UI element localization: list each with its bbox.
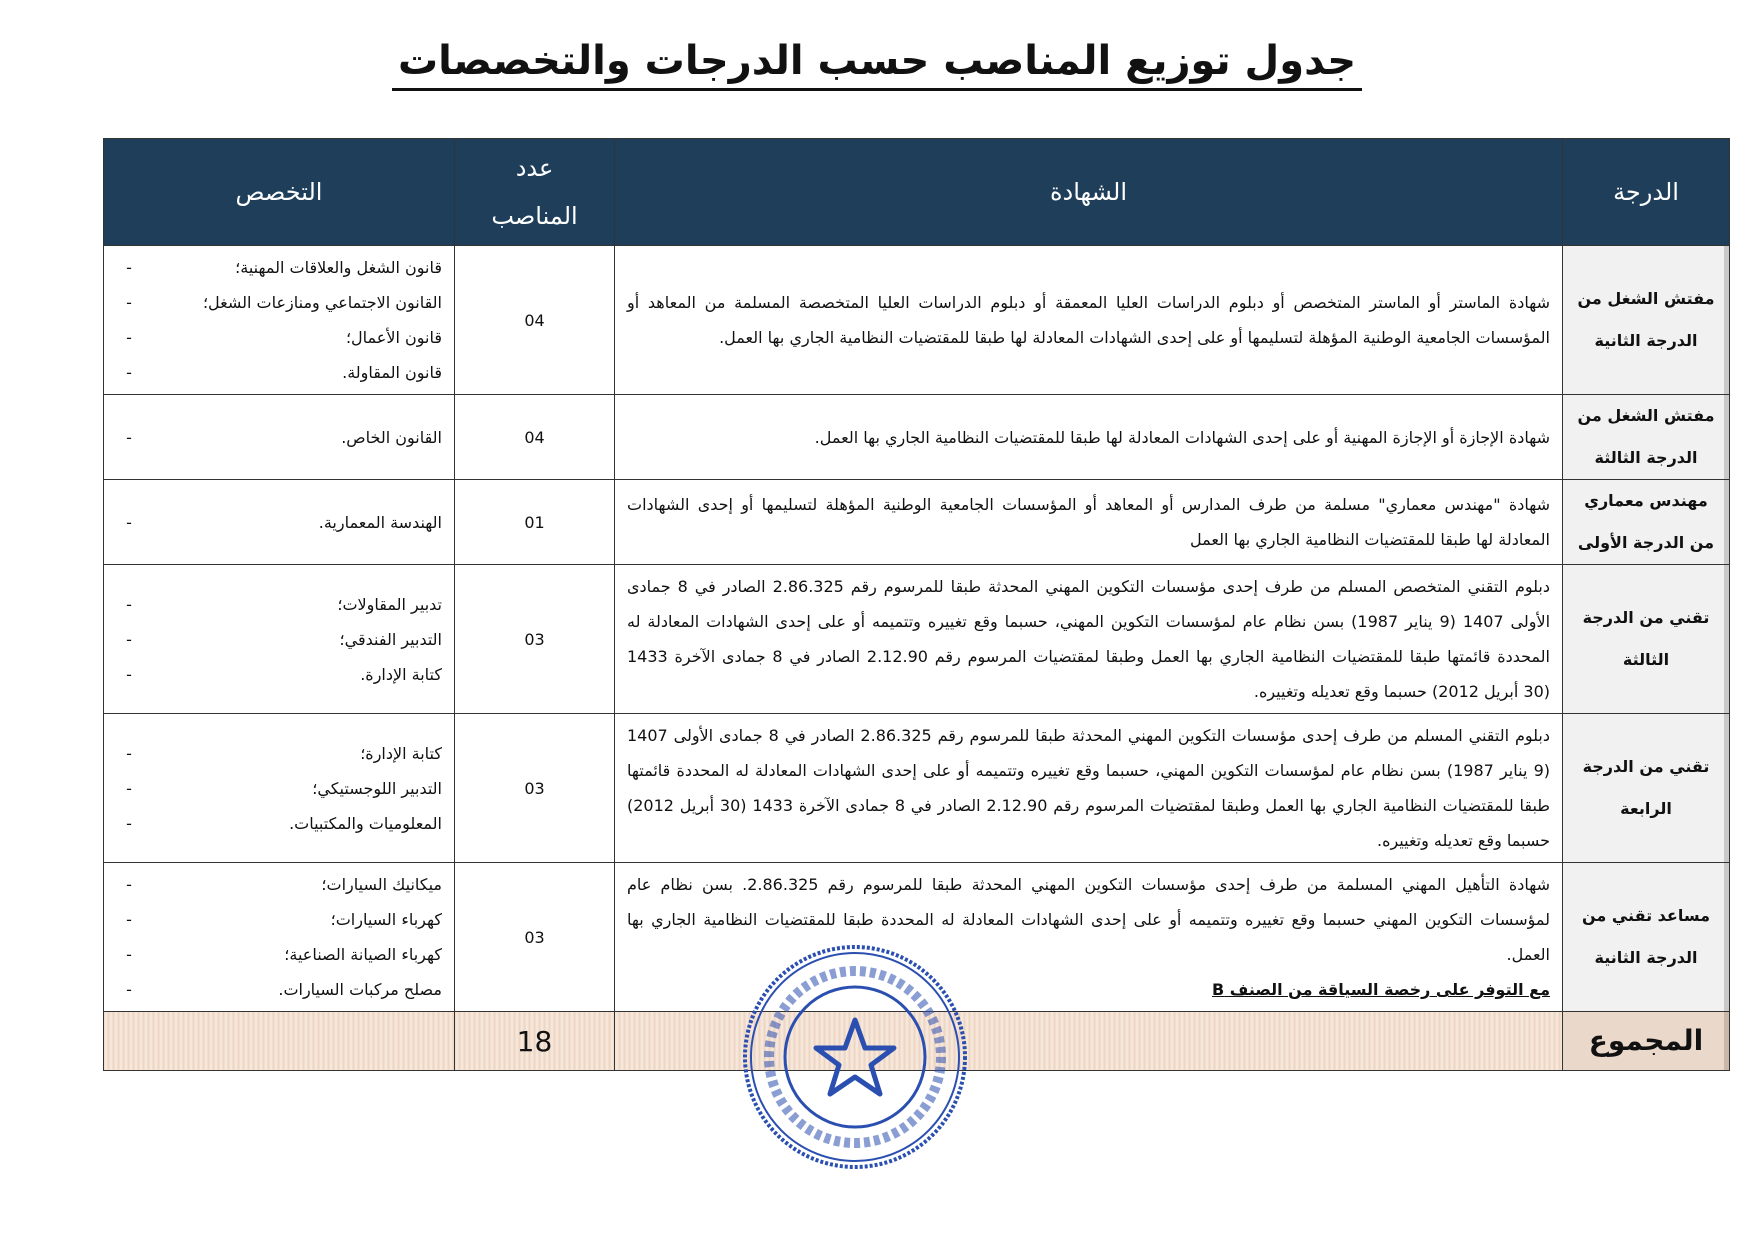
- list-item: - قانون الأعمال؛: [126, 328, 442, 347]
- table-row: [104, 714, 1730, 863]
- total-label: المجموع: [1563, 1012, 1730, 1071]
- header-count-line2: المناصب: [491, 202, 578, 230]
- header-count-line1: عدد: [515, 154, 554, 182]
- certificate-cell: شهادة الإجازة أو الإجازة المهنية أو على إحدى الشهادات المعادلة لها طبقا للمقتضيات النظامية الجاري بها العمل.: [615, 395, 1563, 480]
- certificate-cell: شهادة "مهندس معماري" مسلمة من طرف المدارس أو المعاهد أو المؤسسات الجامعية الوطنية المؤهلة لتسليمها أو إحدى الشهادات المعادلة لها طبقا للمقتضيات النظامية الجاري بها العمل: [615, 480, 1563, 565]
- table-row: [104, 246, 1730, 395]
- specialty-list: [116, 587, 442, 692]
- list-item: - كتابة الإدارة؛: [126, 743, 442, 763]
- grade-line2: الثالثة: [1622, 650, 1670, 669]
- count-cell: 03: [455, 863, 615, 1012]
- specialty-cell: [104, 395, 455, 480]
- header-row: [104, 139, 1730, 246]
- count-cell: 03: [455, 714, 615, 863]
- count-cell: 01: [455, 480, 615, 565]
- list-item: - المعلوميات والمكتبيات.: [126, 813, 442, 833]
- list-item: - التدبير الفندقي؛: [126, 629, 442, 649]
- table-row: [104, 565, 1730, 714]
- grade-cell: [1563, 714, 1730, 863]
- list-item: - تدبير المقاولات؛: [126, 594, 442, 614]
- specialty-list: [116, 505, 442, 540]
- grade-cell: [1563, 863, 1730, 1012]
- positions-table: [103, 138, 1730, 1071]
- table-row: [104, 480, 1730, 565]
- grade-line2: الدرجة الثانية: [1594, 948, 1698, 967]
- list-item: - القانون الاجتماعي ومنازعات الشغل؛: [126, 293, 442, 312]
- grade-cell: [1563, 395, 1730, 480]
- grade-cell: [1563, 246, 1730, 395]
- count-cell: 03: [455, 565, 615, 714]
- list-item: - التدبير اللوجستيكي؛: [126, 778, 442, 798]
- star-icon: [816, 1020, 894, 1094]
- specialty-cell: [104, 565, 455, 714]
- official-stamp: [740, 942, 970, 1172]
- list-item: - قانون المقاولة.: [126, 363, 442, 382]
- certificate-text: شهادة التأهيل المهني المسلمة من طرف إحدى مؤسسات التكوين المهني المحدثة طبقا للمرسوم رقم 2.86.325. بسن نظام عام لمؤسسات التكوين المهني حسبما وقع تغييره وتتميمه أو على إحدى الشهادات المعادلة له المحددة طبقا للمقتضيات النظامية الجاري بها العمل.: [627, 875, 1550, 964]
- count-cell: 04: [455, 246, 615, 395]
- header-specialty: التخصص: [104, 139, 455, 246]
- list-item: - القانون الخاص.: [126, 427, 442, 447]
- header-certificate: الشهادة: [615, 139, 1563, 246]
- specialty-list: [116, 867, 442, 1007]
- grade-line1: مهندس معماري: [1584, 491, 1708, 510]
- specialty-cell: [104, 863, 455, 1012]
- certificate-cell: شهادة الماستر أو الماستر المتخصص أو دبلوم الدراسات العليا المعمقة أو دبلوم الدراسات العليا المتخصصة المسلمة من المعاهد أو المؤسسات الجامعية الوطنية المؤهلة لتسليمها أو على إحدى الشهادات المعادلة لها طبقا للمقتضيات النظامية الجاري بها العمل.: [615, 246, 1563, 395]
- grade-line1: تقني من الدرجة: [1582, 757, 1710, 776]
- grade-line2: الدرجة الثانية: [1594, 331, 1698, 350]
- certificate-cell: دبلوم التقني المتخصص المسلم من طرف إحدى مؤسسات التكوين المهني المحدثة طبقا للمرسوم رقم 2.86.325 الصادر في 8 جمادى الأولى 1407 (9 يناير 1987) بسن نظام عام لمؤسسات التكوين المهني، حسبما وقع تغييره وتتميمه أو على إحدى الشهادات المعادلة له المحددة قائمتها طبقا للمقتضيات النظامية الجاري بها العمل وطبقا لمقتضيات المرسوم رقم 2.12.90 الصادر في 8 جمادى الآخرة 1433 (30 أبريل 2012) حسبما وقع تعديله وتغييره.: [615, 565, 1563, 714]
- list-item: - الهندسة المعمارية.: [126, 512, 442, 532]
- grade-line2: الرابعة: [1620, 799, 1672, 818]
- grade-line1: مفتش الشغل من: [1577, 406, 1715, 425]
- specialty-list: [116, 420, 442, 455]
- grade-line2: من الدرجة الأولى: [1577, 533, 1715, 552]
- grade-line1: مساعد تقني من: [1581, 906, 1711, 925]
- list-item: - قانون الشغل والعلاقات المهنية؛: [126, 258, 442, 277]
- specialty-list: [116, 736, 442, 841]
- header-grade: الدرجة: [1563, 139, 1730, 246]
- specialty-cell: [104, 714, 455, 863]
- grade-line1: تقني من الدرجة: [1582, 608, 1710, 627]
- table-row: [104, 395, 1730, 480]
- specialty-cell: [104, 246, 455, 395]
- total-empty-specialty: [104, 1012, 455, 1071]
- count-cell: 04: [455, 395, 615, 480]
- list-item: - كتابة الإدارة.: [126, 664, 442, 684]
- grade-line1: مفتش الشغل من: [1577, 289, 1715, 308]
- list-item: - ميكانيك السيارات؛: [126, 875, 442, 894]
- list-item: - كهرباء الصيانة الصناعية؛: [126, 945, 442, 964]
- grade-line2: الدرجة الثالثة: [1594, 448, 1698, 467]
- grade-cell: [1563, 565, 1730, 714]
- list-item: - مصلح مركبات السيارات.: [126, 980, 442, 999]
- list-item: - كهرباء السيارات؛: [126, 910, 442, 929]
- grade-cell: [1563, 480, 1730, 565]
- page-title-text: جدول توزيع المناصب حسب الدرجات والتخصصات: [392, 38, 1362, 91]
- specialty-list: [116, 250, 442, 390]
- certificate-cell: دبلوم التقني المسلم من طرف إحدى مؤسسات التكوين المهني المحدثة طبقا للمرسوم رقم 2.86.325 الصادر في 8 جمادى الأولى 1407 (9 يناير 1987) بسن نظام عام لمؤسسات التكوين المهني، حسبما وقع تغييره وتتميمه أو على إحدى الشهادات المعادلة له المحددة قائمتها طبقا للمقتضيات النظامية الجاري بها العمل وطبقا لمقتضيات المرسوم رقم 2.12.90 الصادر في 8 جمادى الآخرة 1433 (30 أبريل 2012) حسبما وقع تعديله وتغييره.: [615, 714, 1563, 863]
- total-count: 18: [455, 1012, 615, 1071]
- license-note: مع التوفر على رخصة السياقة من الصنف B: [1211, 980, 1550, 999]
- specialty-cell: [104, 480, 455, 565]
- page-title: [0, 38, 1754, 84]
- header-count: [455, 139, 615, 246]
